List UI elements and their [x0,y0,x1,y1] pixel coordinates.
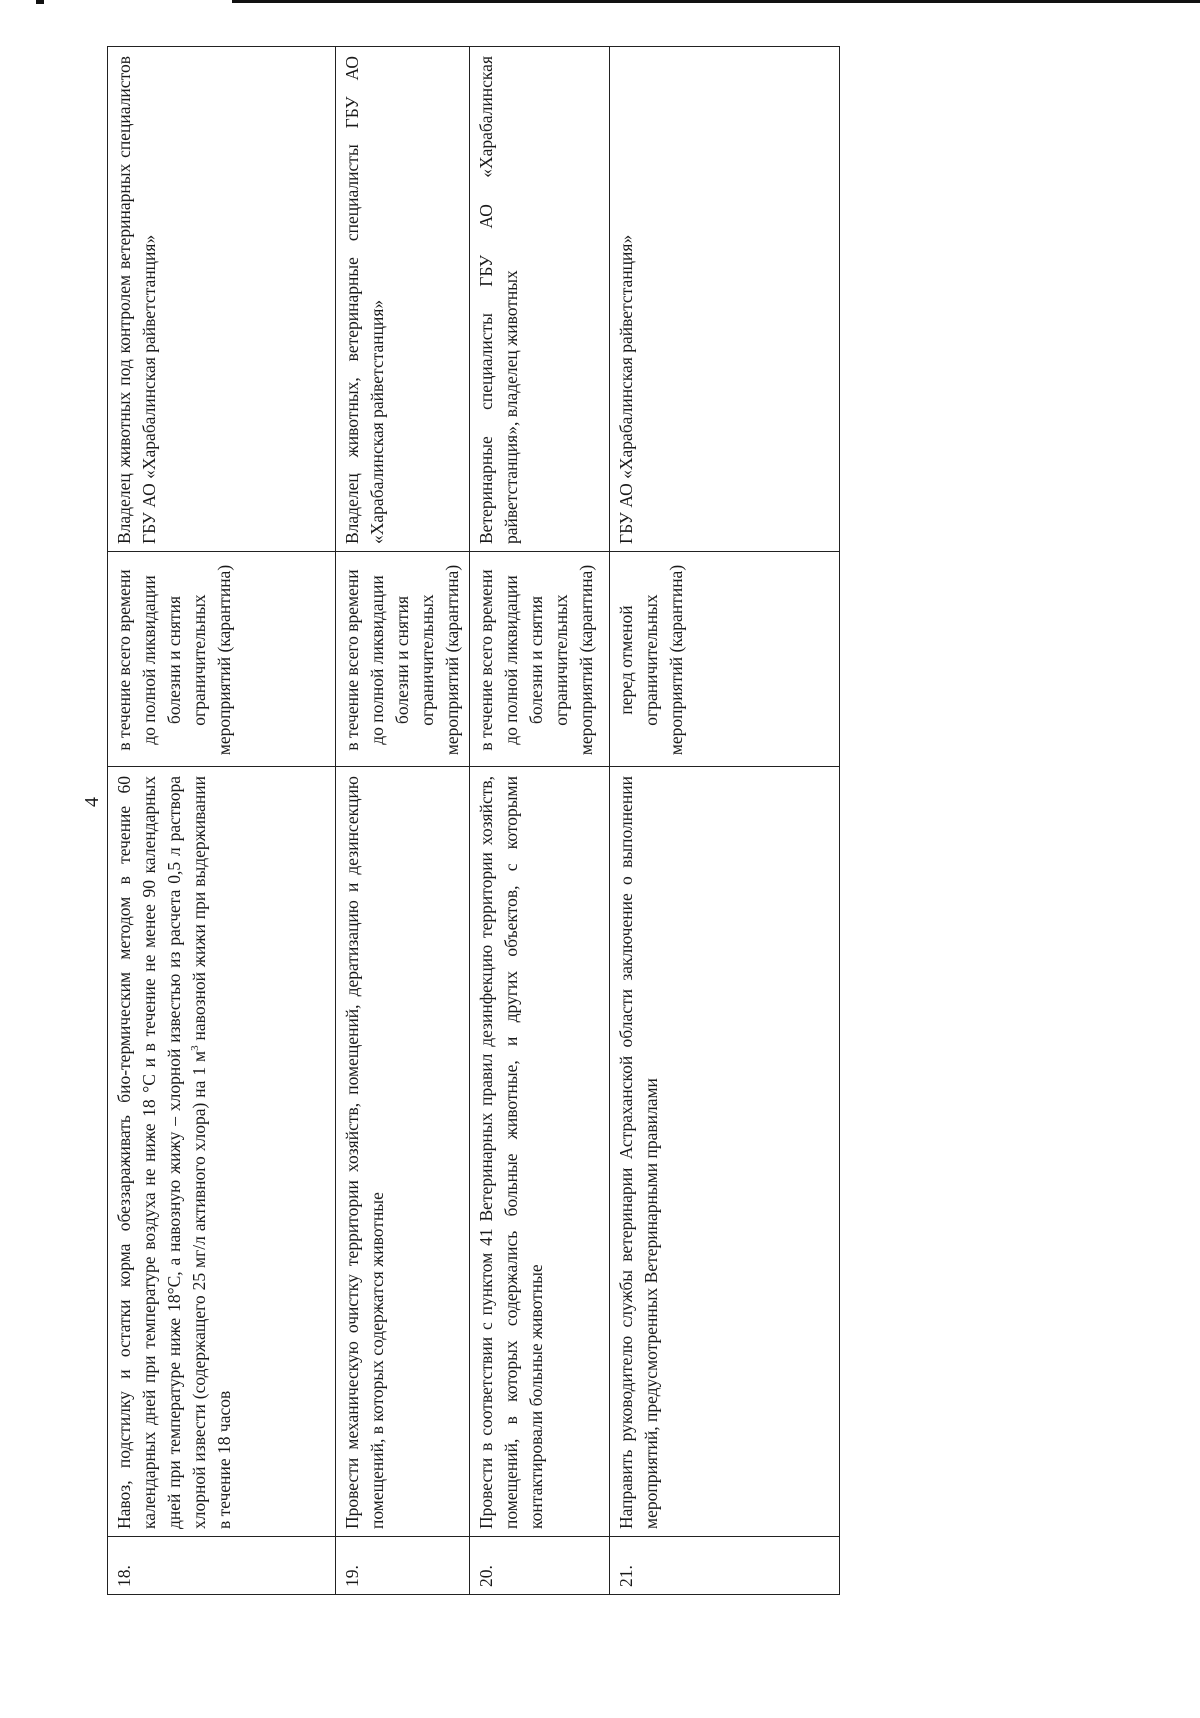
row-responsible: ГБУ АО «Харабалинская райветстанция» [610,47,840,552]
table-row [336,47,470,1595]
row-action: Провести механическую очистку территории хозяйств, помещений, дератизацию и дезинсекцию помещений, в которых содержатся животные [336,767,470,1537]
row-action: Провести в соответствии с пунктом 41 Ветеринарных правил дезинфекцию территории хозяйств, помещений, в которых содержались больные животные, и других объектов, с которыми контактировали больные животные [470,767,610,1537]
table-row [470,47,610,1595]
page-number: 4 [81,797,103,807]
scan-corner-mark [36,0,44,4]
row-action-text-end: навозной жижи при выдерживании в течение 18 часов [189,776,234,1529]
row-number: 21. [610,1537,840,1595]
rotated-page-content [107,47,832,1595]
row-number: 19. [336,1537,470,1595]
superscript: 3 [189,1045,202,1051]
table-row [108,47,336,1595]
row-term: в течение всего времени до полной ликвидации болезни и снятия ограничительных мероприятий (карантина) [336,552,470,767]
row-action [108,767,336,1537]
measures-table [107,46,840,1595]
scan-top-rule [232,0,1200,3]
row-number: 18. [108,1537,336,1595]
table-row [610,47,840,1595]
row-responsible: Ветеринарные специалисты ГБУ АО «Харабалинская райветстанция», владелец животных [470,47,610,552]
row-number: 20. [470,1537,610,1595]
row-term: в течение всего времени до полной ликвидации болезни и снятия ограничительных мероприятий (карантина) [470,552,610,767]
row-term: в течение всего времени до полной ликвидации болезни и снятия ограничительных мероприятий (карантина) [108,552,336,767]
row-action-text: Навоз, подстилку и остатки корма обеззараживать био-термическим методом в течение 60 календарных дней при температуре воздуха не ниже 18 °С и в течение не менее 90 календарных дней при температуре ниже 18°С, а навозную жижу – хлорной известью из расчета 0,5 л раствора хлорной извести (содержащего 25 мг/л активного хлора) на 1 м [114,776,209,1529]
row-responsible: Владелец животных под контролем ветеринарных специалистов ГБУ АО «Харабалинская райветстанция» [108,47,336,552]
row-action: Направить руководителю службы ветеринарии Астраханской области заключение о выполнении мероприятий, предусмотренных Ветеринарными правилами [610,767,840,1537]
row-responsible: Владелец животных, ветеринарные специалисты ГБУ АО «Харабалинская райветстанция» [336,47,470,552]
rotated-table-container [107,47,832,1595]
row-term: перед отменой ограничительных мероприятий (карантина) [610,552,840,767]
